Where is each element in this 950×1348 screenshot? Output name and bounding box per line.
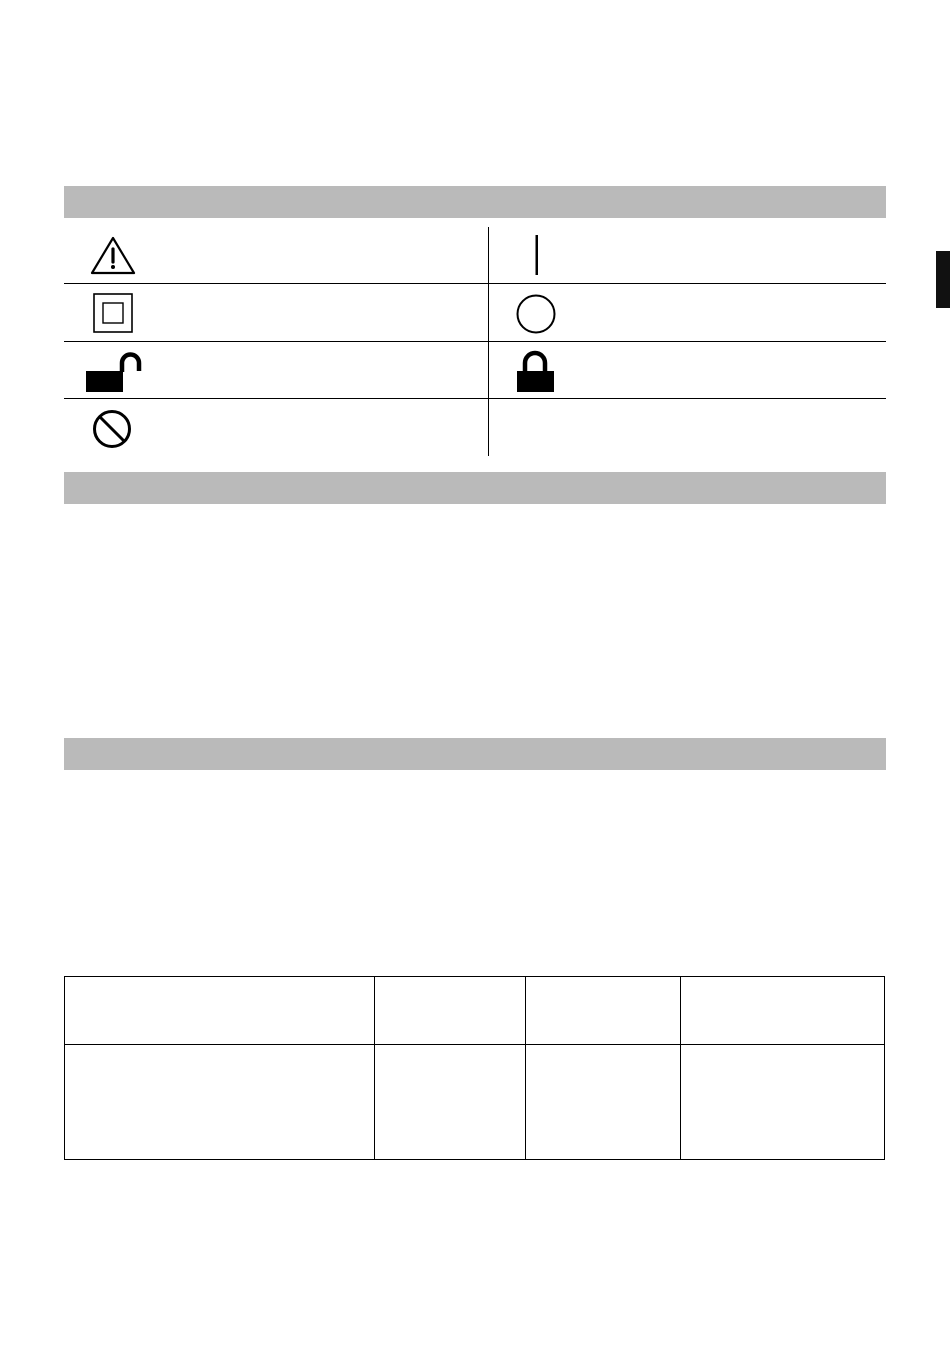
unlocked-padlock-icon	[84, 347, 142, 393]
section-header-2	[64, 472, 886, 504]
table-header-row	[65, 977, 885, 1045]
power-off-circle-icon	[515, 293, 557, 335]
warning-triangle-icon	[90, 235, 136, 275]
locked-padlock-icon	[516, 347, 556, 393]
table-header-cell	[526, 977, 681, 1045]
page-edge-tab	[936, 251, 950, 308]
symbol-locked	[489, 342, 886, 398]
table-header-cell	[65, 977, 375, 1045]
symbol-warning	[64, 227, 488, 283]
class-ii-double-square-icon	[93, 293, 133, 333]
table-cell	[526, 1045, 681, 1160]
symbol-unlocked	[64, 342, 488, 398]
table-header-cell	[681, 977, 885, 1045]
table-cell	[374, 1045, 526, 1160]
symbol-power-off	[489, 284, 886, 340]
power-on-line-icon	[535, 235, 539, 275]
symbol-table	[64, 227, 886, 456]
symbol-prohibited	[64, 399, 488, 455]
section-header-3	[64, 738, 886, 770]
section-header-1	[64, 186, 886, 218]
prohibited-circle-icon	[92, 409, 132, 449]
table-cell	[681, 1045, 885, 1160]
symbol-class-ii	[64, 284, 488, 340]
data-table	[64, 976, 885, 1160]
symbol-power-on	[489, 227, 886, 283]
table-header-cell	[374, 977, 526, 1045]
symbol-empty-cell	[489, 399, 886, 455]
table-row	[65, 1045, 885, 1160]
table-cell	[65, 1045, 375, 1160]
